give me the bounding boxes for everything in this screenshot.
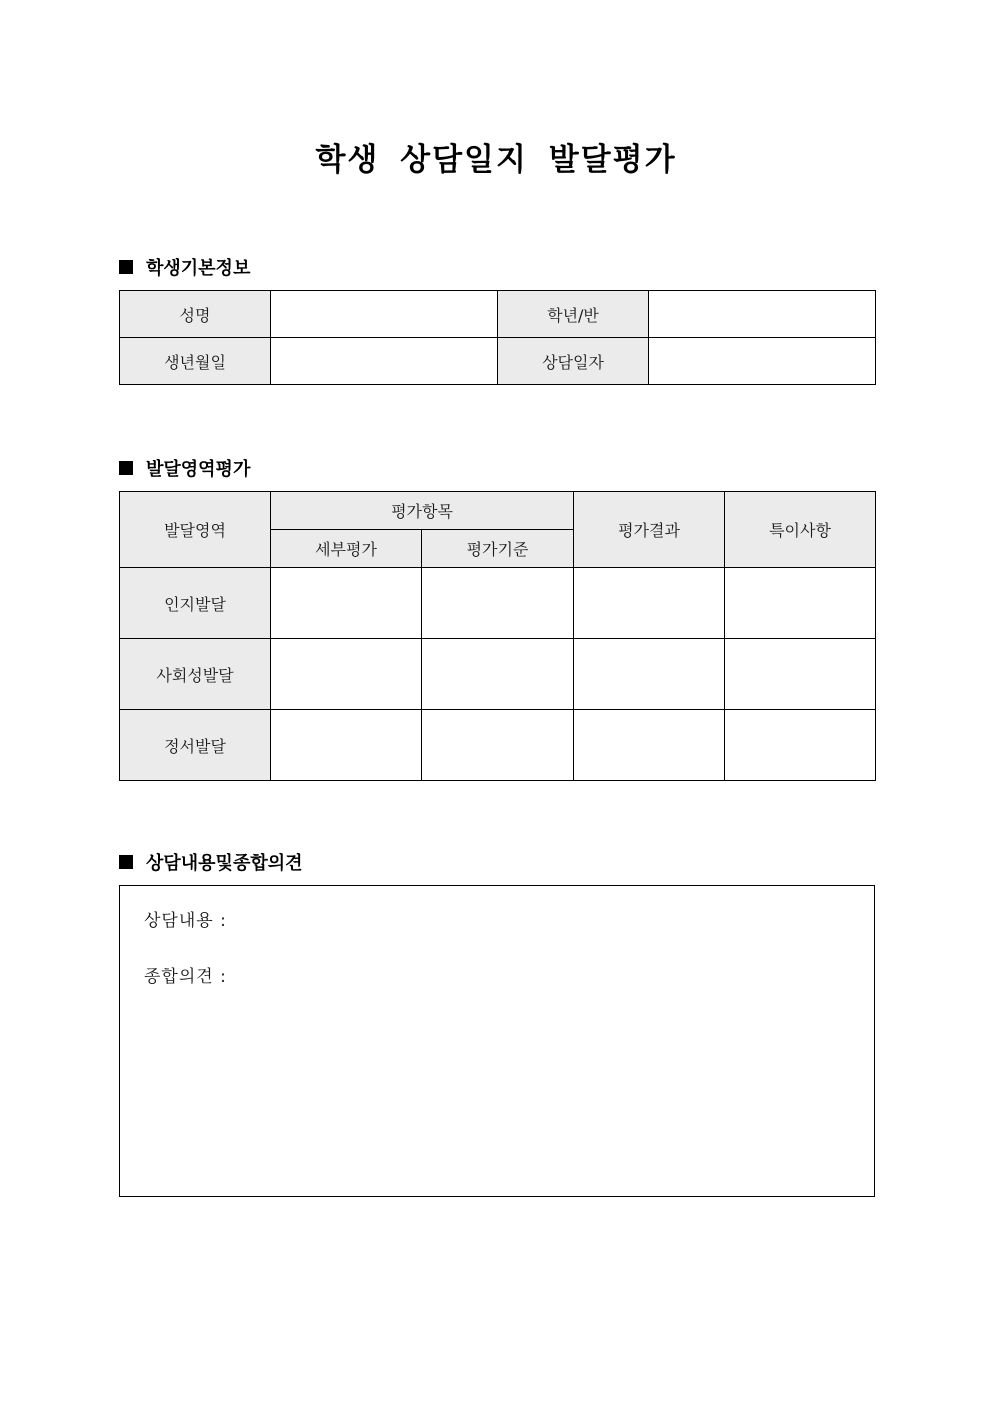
section-heading-counsel — [119, 849, 303, 875]
detail-header: 세부평가 — [271, 530, 422, 568]
area-header: 발달영역 — [120, 492, 271, 568]
result-cell[interactable] — [574, 568, 725, 639]
section-heading-development — [119, 455, 250, 481]
counsel-date-field[interactable] — [649, 338, 876, 385]
birth-date-field[interactable] — [271, 338, 498, 385]
note-cell[interactable] — [725, 710, 876, 781]
basic-info-table — [119, 290, 876, 385]
area-cognitive-label: 인지발달 — [120, 568, 271, 639]
name-field[interactable] — [271, 291, 498, 338]
table-row — [120, 338, 876, 385]
criteria-header: 평가기준 — [422, 530, 574, 568]
note-cell[interactable] — [725, 568, 876, 639]
grade-class-field[interactable] — [649, 291, 876, 338]
criteria-cell[interactable] — [422, 568, 574, 639]
counsel-date-label: 상담일자 — [498, 338, 649, 385]
table-row — [120, 639, 876, 710]
development-table — [119, 491, 876, 781]
criteria-cell[interactable] — [422, 710, 574, 781]
area-emotional-label: 정서발달 — [120, 710, 271, 781]
area-social-label: 사회성발달 — [120, 639, 271, 710]
criteria-cell[interactable] — [422, 639, 574, 710]
table-header-row — [120, 492, 876, 530]
name-label: 성명 — [120, 291, 271, 338]
page-title: 학생 상담일지 발달평가 — [315, 142, 677, 178]
overall-opinion-label: 종합의견 : — [144, 967, 227, 987]
counsel-content-label: 상담내용 : — [144, 911, 227, 931]
detail-cell[interactable] — [271, 639, 422, 710]
birth-date-label: 생년월일 — [120, 338, 271, 385]
grade-class-label: 학년/반 — [498, 291, 649, 338]
note-header: 특이사항 — [725, 492, 876, 568]
table-row — [120, 291, 876, 338]
result-cell[interactable] — [574, 639, 725, 710]
detail-cell[interactable] — [271, 568, 422, 639]
note-cell[interactable] — [725, 639, 876, 710]
table-row — [120, 710, 876, 781]
square-bullet-icon — [119, 855, 133, 869]
section-title: 학생기본정보 — [146, 258, 251, 279]
square-bullet-icon — [119, 260, 133, 274]
result-header: 평가결과 — [574, 492, 725, 568]
eval-items-header: 평가항목 — [271, 492, 574, 530]
result-cell[interactable] — [574, 710, 725, 781]
section-title: 상담내용및종합의견 — [146, 853, 303, 874]
detail-cell[interactable] — [271, 710, 422, 781]
section-heading-basic-info — [119, 254, 250, 280]
counsel-memo-box[interactable] — [119, 885, 875, 1197]
section-title: 발달영역평가 — [146, 459, 251, 480]
table-row — [120, 568, 876, 639]
square-bullet-icon — [119, 461, 133, 475]
